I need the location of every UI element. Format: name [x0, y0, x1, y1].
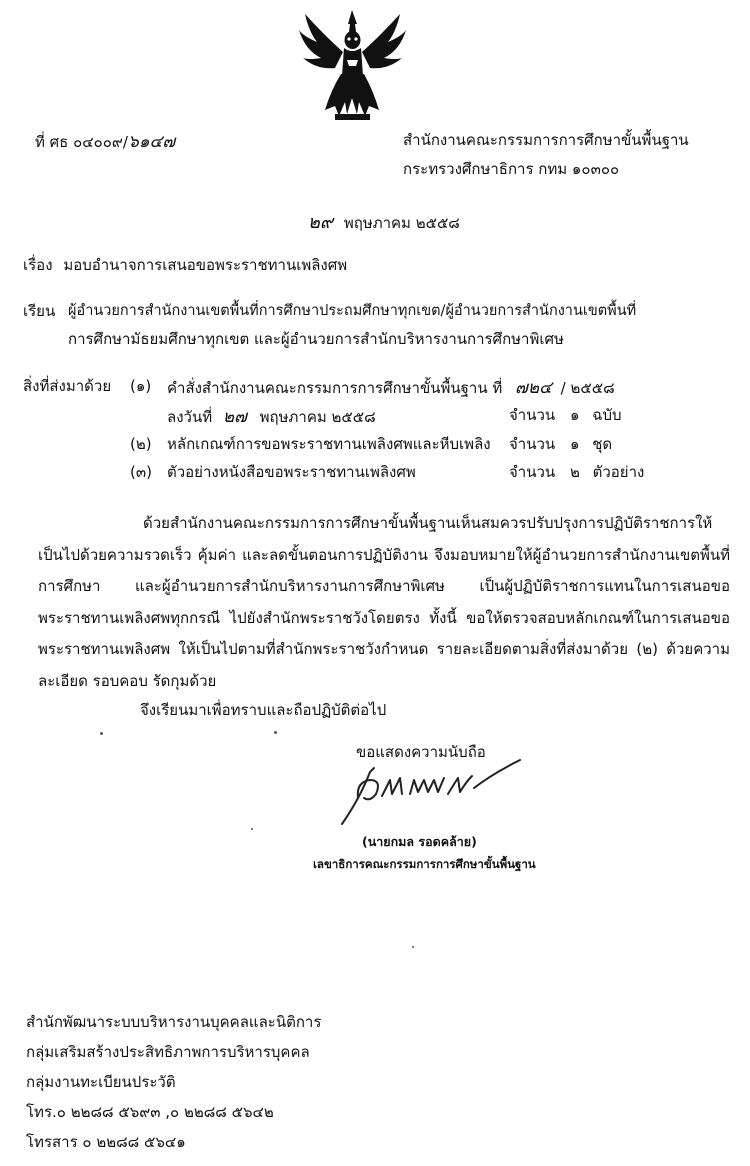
quantity-value: ๑ — [569, 435, 580, 453]
agency-address: กระทรวงศึกษาธิการ กทม ๑๐๓๐๐ — [403, 160, 620, 178]
quantity-label: จำนวน — [509, 463, 556, 481]
enclosure-1-date-prefix: ลงวันที่ — [167, 408, 213, 426]
addressee-line2: การศึกษามัธยมศึกษาทุกเขต และผู้อำนวยการสำนักบริหารงานการศึกษาพิเศษ — [68, 330, 564, 348]
subject-text: มอบอำนาจการเสนอขอพระราชทานเพลิงศพ — [63, 256, 348, 274]
quantity-label: จำนวน — [509, 406, 556, 424]
footer-fax: โทรสาร ๐ ๒๒๘๘ ๕๖๔๑ — [26, 1133, 186, 1151]
handwritten-signature — [330, 758, 530, 828]
signatory-position: เลขาธิการคณะกรรมการการศึกษาขั้นพื้นฐาน — [313, 857, 536, 871]
reference-handwritten-number: ๖๑๔๗ — [127, 132, 176, 152]
quantity-unit: ตัวอย่าง — [592, 463, 645, 481]
subject-label: เรื่อง — [23, 256, 53, 274]
closing-sentence: จึงเรียนมาเพื่อทราบและถือปฏิบัติต่อไป — [140, 701, 387, 719]
letter-date — [308, 207, 460, 236]
enclosure-1-date-day: ๒๗ — [222, 407, 247, 427]
footer-office: สำนักพัฒนาระบบบริหารงานบุคคลและนิติการ — [26, 1013, 322, 1031]
subject-line — [23, 253, 347, 277]
addressee-label: เรียน — [23, 302, 56, 320]
footer-group: กลุ่มเสริมสร้างประสิทธิภาพการบริหารบุคคล — [26, 1043, 310, 1061]
signatory-name: (นายกมล รอดคล้าย) — [362, 834, 477, 849]
quantity-label: จำนวน — [509, 435, 556, 453]
enclosure-1-order-number: ๗๒๔ — [515, 378, 552, 398]
scan-speck — [100, 732, 103, 735]
body-paragraph — [38, 508, 730, 697]
enclosure-3-quantity — [509, 460, 644, 484]
footer-telephone: โทร.๐ ๒๒๘๘ ๕๖๙๓ ,๐ ๒๒๘๘ ๕๖๔๒ — [26, 1103, 274, 1121]
scan-speck — [251, 828, 253, 830]
date-day-handwritten: ๒๙ — [308, 212, 334, 233]
quantity-unit: ชุด — [592, 435, 613, 453]
scan-speck — [274, 731, 277, 734]
enclosures-label: สิ่งที่ส่งมาด้วย — [23, 377, 112, 395]
quantity-value: ๑ — [569, 406, 580, 424]
enclosure-3-text: ตัวอย่างหนังสือขอพระราชทานเพลิงศพ — [167, 463, 416, 481]
enclosure-2-quantity — [509, 432, 612, 456]
addressee-line1: ผู้อำนวยการสำนักงานเขตพื้นที่การศึกษาประถมศึกษาทุกเขต/ผู้อำนวยการสำนักงานเขตพื้นที่ — [68, 303, 637, 319]
enclosure-2-text: หลักเกณฑ์การขอพระราชทานเพลิงศพและหีบเพลิง — [167, 435, 491, 453]
reference-number — [35, 128, 175, 155]
agency-name: สำนักงานคณะกรรมการการศึกษาขั้นพื้นฐาน — [403, 131, 689, 149]
footer-unit: กลุ่มงานทะเบียนประวัติ — [26, 1073, 176, 1091]
quantity-value: ๒ — [569, 463, 580, 481]
body-paragraph-text: ด้วยสำนักงานคณะกรรมการการศึกษาขั้นพื้นฐานเห็นสมควรปรับปรุงการปฏิบัติราชการให้เป็นไปด้วยความรวดเร็ว คุ้มค่า และลดขั้นตอนการปฏิบัติงาน จึงมอบหมายให้ผู้อำนวยการสำนักงานเขตพื้นที่การศึกษา และผู้อำนวยการสำนักบริหารงานการศึกษาพิเศษ เป็นผู้ปฏิบัติราชการแทนในการเสนอขอพระราชทานเพลิงศพทุกกรณี ไปยังสำนักพระราชวังโดยตรง ทั้งนี้ ขอให้ตรวจสอบหลักเกณฑ์ในการเสนอขอพระราชทานเพลิงศพ ให้เป็นไปตามที่สำนักพระราชวังกำหนด รายละเอียดตามสิ่งที่ส่งมาด้วย (๒) ด้วยความละเอียด รอบคอบ รัดกุมด้วย — [38, 514, 730, 690]
enclosure-1-text — [167, 374, 615, 401]
enclosure-1-date-suffix: พฤษภาคม ๒๕๕๘ — [259, 408, 376, 426]
enclosure-1-title: คำสั่งสำนักงานคณะกรรมการการศึกษาขั้นพื้นฐาน ที่ — [167, 379, 503, 397]
quantity-unit: ฉบับ — [592, 406, 622, 424]
scan-speck — [412, 946, 414, 948]
enclosure-1-number: (๑) — [130, 377, 152, 395]
date-month-year: พฤษภาคม ๒๕๕๘ — [343, 214, 460, 232]
enclosure-1-quantity — [509, 403, 622, 427]
enclosure-1-date-line — [167, 403, 376, 430]
garuda-emblem-icon — [295, 6, 410, 126]
enclosure-2-number: (๒) — [130, 435, 152, 453]
closing-regards: ขอแสดงความนับถือ — [356, 743, 486, 761]
enclosure-1-order-year: / ๒๕๕๘ — [560, 379, 615, 397]
reference-prefix: ที่ ศธ ๐๔๐๐๙/ — [35, 133, 128, 151]
enclosure-3-number: (๓) — [130, 463, 152, 481]
